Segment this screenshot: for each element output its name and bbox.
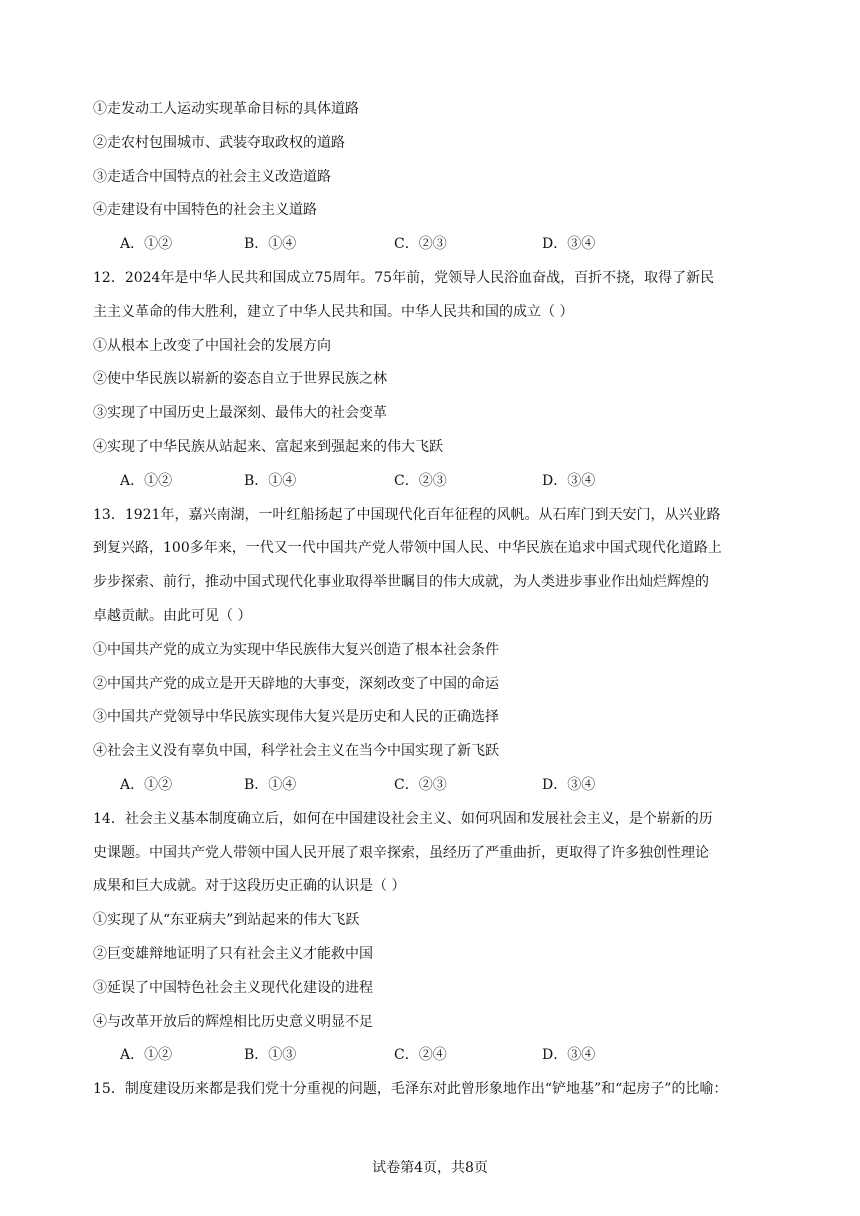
option-a: A．①②: [120, 1047, 173, 1064]
question-11: [93, 93, 783, 262]
choice-item: ①走发动工人运动实现革命目标的具体道路: [93, 101, 359, 117]
option-b: B．①④: [244, 472, 297, 489]
choice-item: ②使中华民族以崭新的姿态自立于世界民族之林: [93, 371, 387, 388]
choice-item: ③走适合中国特点的社会主义改造道路: [93, 168, 331, 185]
option-b: B．①④: [244, 236, 297, 253]
option-a: A．①②: [120, 472, 173, 489]
option-b: B．①④: [244, 776, 297, 793]
option-d: D．③④: [542, 472, 596, 489]
question-stem: 12．2024年是中华人民共和国成立75周年。75年前，党领导人民浴血奋战，百折不挠，取得了新民: [93, 269, 715, 286]
question-stem: 13．1921年，嘉兴南湖，一叶红船扬起了中国现代化百年征程的风帆。从石库门到天安门，从兴业路: [93, 506, 721, 523]
choice-item: ①实现了从“东亚病夫”到站起来的伟大飞跃: [93, 912, 360, 929]
choice-item: ②走农村包围城市、武装夺取政权的道路: [93, 134, 345, 151]
answer-options: [93, 465, 783, 499]
question-15: [93, 1073, 783, 1107]
exam-page-content: [93, 93, 783, 1107]
option-b: B．①③: [244, 1047, 297, 1064]
choice-item: ②中国共产党的成立是开天辟地的大事变，深刻改变了中国的命运: [93, 675, 499, 692]
option-d: D．③④: [542, 236, 596, 253]
choice-item: ②巨变雄辩地证明了只有社会主义才能救中国: [93, 945, 373, 962]
choice-item: ④走建设有中国特色的社会主义道路: [93, 202, 317, 219]
choice-item: ④社会主义没有辜负中国，科学社会主义在当今中国实现了新飞跃: [93, 743, 499, 760]
question-14: [93, 803, 783, 1073]
choice-item: ③延误了中国特色社会主义现代化建设的进程: [93, 979, 373, 996]
choice-item: ④实现了中华民族从站起来、富起来到强起来的伟大飞跃: [93, 438, 443, 455]
question-stem: 到复兴路，100多年来，一代又一代中国共产党人带领中国人民、中华民族在追求中国式现代化道路上: [93, 540, 722, 557]
question-stem: 成果和巨大成就。对于这段历史正确的认识是（ ）: [93, 878, 406, 895]
answer-options: [93, 769, 783, 803]
answer-options: [93, 228, 783, 262]
question-13: [93, 499, 783, 803]
choice-item: ③实现了中国历史上最深刻、最伟大的社会变革: [93, 405, 387, 422]
option-a: A．①②: [120, 776, 173, 793]
question-stem: 步步探索、前行，推动中国式现代化事业取得举世瞩目的伟大成就，为人类进步事业作出灿烂辉煌的: [93, 574, 709, 591]
question-stem: 史课题。中国共产党人带领中国人民开展了艰辛探索，虽经历了严重曲折，更取得了许多独创性理论: [93, 844, 709, 861]
choice-item: ①中国共产党的成立为实现中华民族伟大复兴创造了根本社会条件: [93, 641, 499, 658]
choice-item: ④与改革开放后的辉煌相比历史意义明显不足: [93, 1013, 373, 1030]
option-d: D．③④: [542, 776, 596, 793]
question-12: [93, 262, 783, 499]
choice-item: ①从根本上改变了中国社会的发展方向: [93, 337, 331, 354]
option-c: C．②③: [394, 776, 447, 793]
option-d: D．③④: [542, 1047, 596, 1064]
option-c: C．②④: [394, 1047, 447, 1064]
answer-options: [93, 1039, 783, 1073]
question-stem: 15．制度建设历来都是我们党十分重视的问题，毛泽东对此曾形象地作出“铲地基”和“起房子”的比喻：: [93, 1081, 728, 1098]
option-a: A．①②: [120, 236, 173, 253]
question-stem: 主主义革命的伟大胜利，建立了中华人民共和国。中华人民共和国的成立（ ）: [93, 303, 574, 320]
choice-item: ③中国共产党领导中华民族实现伟大复兴是历史和人民的正确选择: [93, 709, 499, 726]
question-stem: 卓越贡献。由此可见（ ）: [93, 607, 252, 624]
option-c: C．②③: [394, 472, 447, 489]
option-c: C．②③: [394, 236, 447, 253]
question-stem: 14．社会主义基本制度确立后，如何在中国建设社会主义、如何巩固和发展社会主义，是个崭新的历: [93, 810, 713, 827]
page-footer: 试卷第4页，共8页: [372, 1160, 488, 1176]
